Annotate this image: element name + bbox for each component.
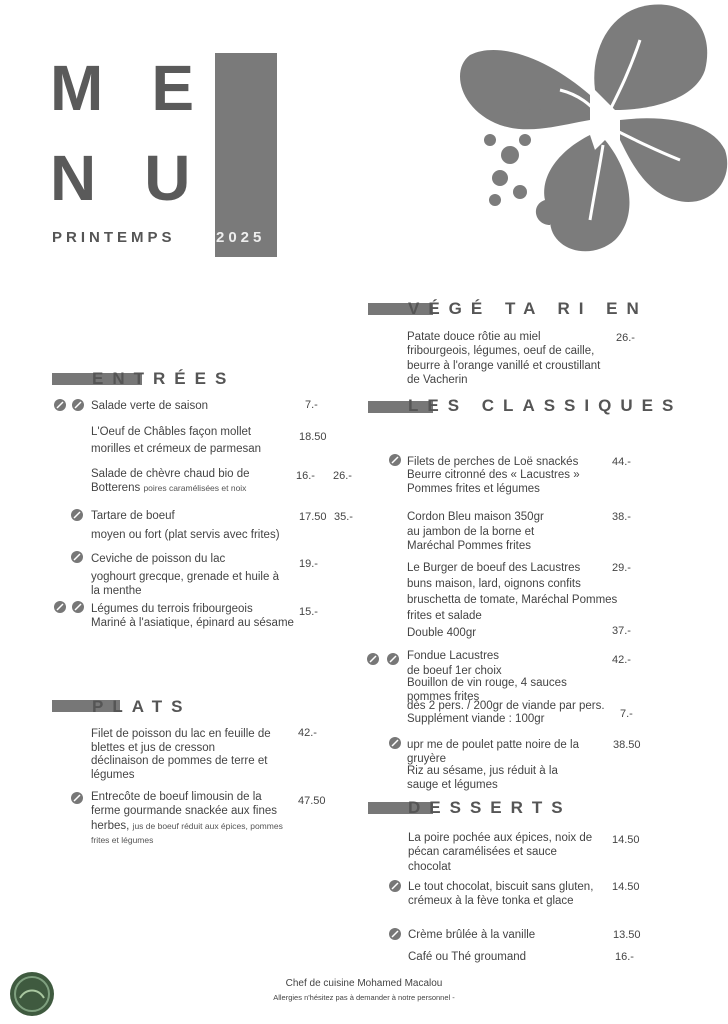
plat-item-1: Filet de poisson du lac en feuille de blettes et jus de cresson: [91, 728, 271, 755]
entree-price-5: 19.-: [299, 558, 318, 570]
classique-item-4: Fondue Lacustres: [407, 650, 500, 662]
dessert-item-1: La poire pochée aux épices, noix de pécan caramélisées et sauce chocolat: [408, 832, 593, 873]
entree-item-1: Salade verte de saison: [91, 400, 208, 412]
plat-name-2: Entrecôte de boeuf limousin de la ferme gourmande snackée aux fines herbes,: [91, 791, 278, 832]
classique-item-5: upr me de poulet patte noire de la gruyère: [407, 739, 579, 766]
classique-sub-1: Beurre citronné des « Lacustres » Pommes frites et légumes: [407, 469, 580, 496]
dessert-price-3: 13.50: [613, 929, 641, 941]
vegetarien-item-1: Patate douce rôtie au miel fribourgeois, légumes, oeuf de caille, beurre à l'orange vanillé et croustillant de Vacherin: [407, 331, 601, 387]
classique-price-5: 38.50: [613, 739, 641, 751]
vegetarian-icon: [388, 453, 402, 467]
entree-price-4b: 35.-: [334, 511, 353, 523]
gluten-free-icon: [71, 398, 85, 412]
plat-price-2: 47.50: [298, 795, 326, 807]
plat-sub-1: déclinaison de pommes de terre et légumes: [91, 755, 268, 782]
entree-sub-5: yoghourt grecque, grenade et huile à la menthe: [91, 571, 279, 598]
dessert-price-4: 16.-: [615, 951, 634, 963]
classique-supp-4: Supplément viande : 100gr: [407, 713, 545, 725]
vegetarian-icon: [70, 791, 84, 805]
classique-item-1: Filets de perches de Loë snackés: [407, 456, 579, 468]
classique-item-2: Cordon Bleu maison 350gr: [407, 511, 544, 523]
vegetarian-icon: [70, 508, 84, 522]
vegetarian-icon: [366, 652, 380, 666]
entree-item-4: Tartare de boeuf: [91, 510, 175, 522]
menu-title-line2: NU: [50, 142, 239, 214]
classique-item-3: Le Burger de boeuf des Lacustres: [407, 562, 581, 574]
plat-item-2: [91, 790, 286, 848]
entree-price-3b: 26.-: [333, 470, 352, 482]
entree-price-1: 7.-: [305, 399, 318, 411]
entree-sub-4: moyen ou fort (plat servis avec frites): [91, 529, 280, 541]
classique-sub-3b: bruschetta de tomate, Maréchal Pommes: [407, 594, 618, 606]
plats-title: PLATS: [92, 697, 192, 716]
vegetarian-icon: [53, 600, 67, 614]
entree-item-2: L'Oeuf de Châbles façon mollet: [91, 426, 252, 438]
classique-sub-4b: Bouillon de vin rouge, 4 sauces pommes frites: [407, 677, 567, 704]
restaurant-logo: [8, 970, 56, 1018]
entree-sub-6: Mariné à l'asiatique, épinard au sésame: [91, 617, 294, 629]
plat-sub-2: jus de boeuf réduit aux épices, pommes frites et légumes: [91, 820, 283, 846]
entree-price-3: 16.-: [296, 470, 315, 482]
classique-sub-4a: de boeuf 1er choix: [407, 665, 502, 677]
dessert-item-4: Café ou Thé groumand: [408, 951, 527, 963]
dessert-price-2: 14.50: [612, 881, 640, 893]
vegetarien-price-1: 26.-: [616, 332, 635, 344]
season-label: PRINTEMPS: [52, 229, 176, 246]
allergies-note: Allergies n'hésitez pas à demander à notre personnel -: [273, 993, 455, 1002]
dessert-item-3: Crème brûlée à la vanille: [408, 929, 536, 941]
entree-price-4: 17.50: [299, 511, 327, 523]
vegetarian-icon: [70, 550, 84, 564]
entree-item-3: [91, 467, 291, 496]
dessert-price-1: 14.50: [612, 834, 640, 846]
vegetarian-icon: [388, 879, 402, 893]
classique-sub-5: Riz au sésame, jus réduit à la sauge et légumes: [407, 765, 558, 792]
classique-price-2: 38.-: [612, 511, 631, 523]
menu-title-line1: ME: [50, 52, 242, 124]
entree-name-3: Salade de chèvre chaud bio de Botterens: [91, 468, 250, 495]
entree-sub-2: morilles et crémeux de parmesan: [91, 443, 262, 455]
hibiscus-flower-icon: [440, 0, 728, 262]
entree-item-5: Ceviche de poisson du lac: [91, 553, 226, 565]
plat-price-1: 42.-: [298, 727, 317, 739]
classique-double-3: Double 400gr: [407, 627, 477, 639]
entree-item-6: Légumes du terrois fribourgeois: [91, 603, 253, 615]
chef-name: Chef de cuisine Mohamed Macalou: [285, 978, 443, 989]
vegetarian-icon: [388, 736, 402, 750]
classique-double-price-3: 37.-: [612, 625, 631, 637]
classique-price-1: 44.-: [612, 456, 631, 468]
entree-sub-3: poires caramélisées et noix: [143, 483, 247, 494]
entree-price-6: 15.-: [299, 606, 318, 618]
gluten-free-icon: [71, 600, 85, 614]
classiques-title: LES CLASSIQUES: [408, 396, 683, 415]
entrees-title: ENTRÉES: [92, 369, 236, 388]
classique-sub-3c: frites et salade: [407, 610, 482, 622]
season-year: 2025: [216, 229, 266, 246]
classique-sub-4c: dès 2 pers. / 200gr de viande par pers.: [407, 700, 605, 712]
entree-price-2: 18.50: [299, 431, 327, 443]
classique-supp-price-4: 7.-: [620, 708, 633, 720]
vegetarian-icon: [53, 398, 67, 412]
classique-price-3: 29.-: [612, 562, 631, 574]
vegetarian-icon: [388, 927, 402, 941]
classique-sub-3a: buns maison, lard, oignons confits: [407, 578, 581, 590]
vegetarien-title: VÉGÉ TA RI EN: [408, 299, 648, 318]
classique-sub-2: au jambon de la borne et Maréchal Pommes frites: [407, 526, 535, 553]
gluten-free-icon: [386, 652, 400, 666]
classique-price-4: 42.-: [612, 654, 631, 666]
dessert-item-2: Le tout chocolat, biscuit sans gluten, crémeux à la fève tonka et glace: [408, 881, 594, 908]
desserts-title: DESSERTS: [408, 798, 572, 817]
